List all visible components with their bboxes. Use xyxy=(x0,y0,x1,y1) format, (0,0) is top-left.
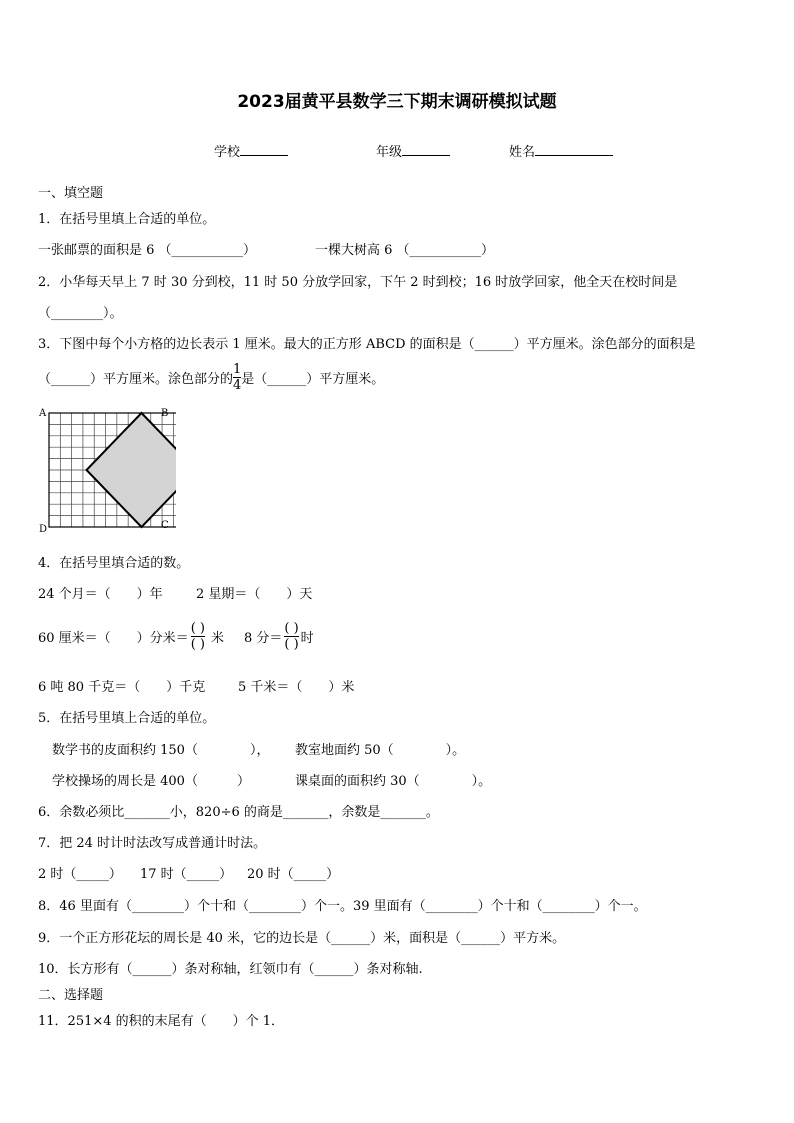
q10: 10．长方形有（______）条对称轴，红领巾有（______）条对称轴. xyxy=(38,962,423,977)
label-d: D xyxy=(39,524,48,534)
grade-field xyxy=(376,141,450,160)
q3-line2a: （______）平方厘米。涂色部分的 xyxy=(38,371,234,387)
q4-stem: 4．在括号里填合适的数。 xyxy=(38,556,190,571)
q4-r2a-num[interactable]: ( ) xyxy=(190,620,205,636)
grade-label: 年级 xyxy=(376,145,403,160)
q4-r2a: 60 厘米＝（ ）分米＝ xyxy=(38,630,189,646)
page-title: 2023届黄平县数学三下期末调研模拟试题 xyxy=(237,92,557,112)
q1-a: 一张邮票的面积是 6 （___________） xyxy=(38,243,257,258)
label-a: A xyxy=(39,408,47,419)
q4-r2b-num[interactable]: ( ) xyxy=(284,620,299,636)
q5-d: 课桌面的面积约 30（ ）。 xyxy=(295,774,492,789)
q4-r1a: 24 个月＝（ ）年 xyxy=(38,587,163,602)
label-c: C xyxy=(161,520,169,531)
q4-r2b-fraction xyxy=(284,621,298,652)
q6: 6．余数必须比_______小，820÷6 的商是_______，余数是_______。 xyxy=(38,805,439,820)
q4-r3a: 6 吨 80 千克＝（ ）千克 xyxy=(38,680,206,695)
shaded-square xyxy=(87,413,177,527)
q4-r3b: 5 千米＝（ ）米 xyxy=(238,680,355,695)
school-label: 学校 xyxy=(214,145,241,160)
q4-r2a-fraction xyxy=(191,621,205,652)
q4-r1b: 2 星期＝（ ）天 xyxy=(196,587,313,602)
q4-r2a-den[interactable]: ( ) xyxy=(190,636,205,652)
section-1-heading: 一、填空题 xyxy=(38,186,104,201)
q3-line1: 3．下图中每个小方格的边长表示 1 厘米。最大的正方形 ABCD 的面积是（______）平方厘米。涂色部分的面积是 xyxy=(38,337,696,352)
school-blank[interactable] xyxy=(240,142,288,156)
q7-stem: 7．把 24 时计时法改写成普通计时法。 xyxy=(38,836,267,851)
q4-r2b-den[interactable]: ( ) xyxy=(284,636,299,652)
q4-r2 xyxy=(38,614,314,658)
q7-c: 20 时（_____） xyxy=(247,867,340,882)
q11: 11．251×4 的积的末尾有（ ）个 1． xyxy=(38,1014,285,1029)
q5-stem: 5．在括号里填上合适的单位。 xyxy=(38,711,216,726)
q5-a: 数学书的皮面积约 150（ ）， xyxy=(52,743,270,758)
school-field xyxy=(214,141,288,160)
q7-b: 17 时（_____） xyxy=(140,867,233,882)
q5-c: 学校操场的周长是 400（ ） xyxy=(52,774,250,789)
q3-frac-den: 4 xyxy=(233,377,242,393)
grade-blank[interactable] xyxy=(402,142,450,156)
q3-grid-figure xyxy=(36,404,176,534)
label-b: B xyxy=(161,408,169,419)
name-label: 姓名 xyxy=(509,145,536,160)
q3-line2b: 是（______）平方厘米。 xyxy=(241,371,385,387)
q7-a: 2 时（_____） xyxy=(38,867,122,882)
q4-r2a-unit: 米 xyxy=(210,630,224,646)
section-2-heading: 二、选择题 xyxy=(38,988,104,1003)
q5-b: 教室地面约 50（ ）。 xyxy=(295,743,466,758)
q1-b: 一棵大树高 6 （___________） xyxy=(315,243,495,258)
name-blank[interactable] xyxy=(535,142,613,156)
q3-line2 xyxy=(38,359,384,395)
q8: 8．46 里面有（________）个十和（________）个一。39 里面有（________）个十和（________）个一。 xyxy=(38,899,647,914)
q4-r2b-unit: 时 xyxy=(300,630,314,646)
q9: 9．一个正方形花坛的周长是 40 米，它的边长是（______）米，面积是（______）平方米。 xyxy=(38,931,566,946)
q2-line2: （________）。 xyxy=(38,306,123,321)
name-field xyxy=(509,141,613,160)
q3-fraction xyxy=(233,362,241,393)
q2-line1: 2．小华每天早上 7 时 30 分到校，11 时 50 分放学回家，下午 2 时到校；16 时放学回家，他全天在校时间是 xyxy=(38,275,678,290)
q3-frac-num: 1 xyxy=(233,361,242,377)
q4-r2b: 8 分＝ xyxy=(243,630,283,646)
q1-stem: 1．在括号里填上合适的单位。 xyxy=(38,212,216,227)
